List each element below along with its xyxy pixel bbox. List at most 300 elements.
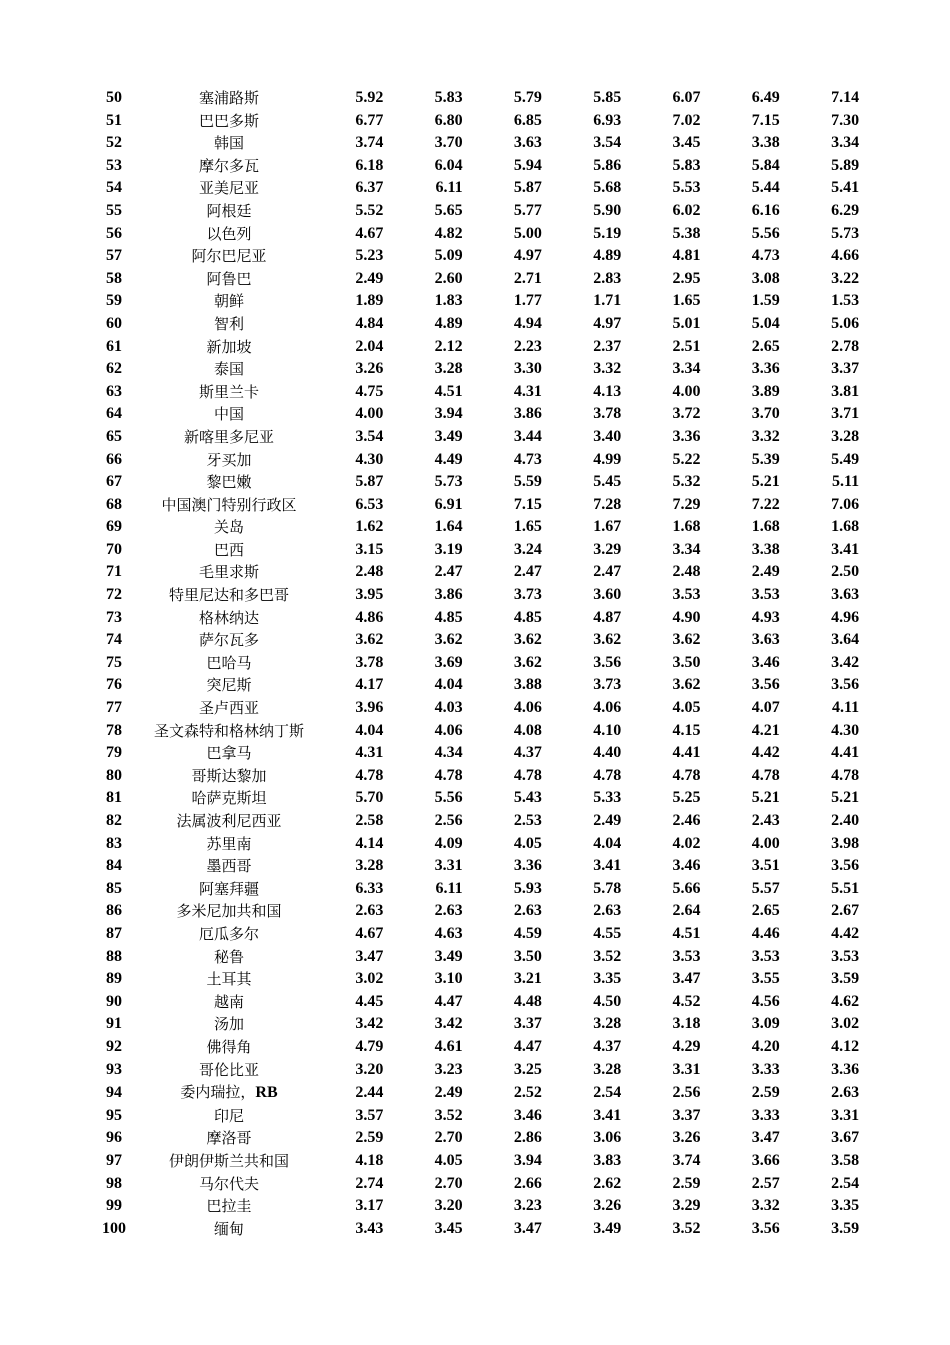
value-cell: 3.56 — [751, 1219, 780, 1237]
value-cell: 4.41 — [672, 744, 701, 762]
value-cell: 5.68 — [593, 179, 622, 197]
value-cell: 1.71 — [593, 292, 622, 310]
rank-cell: 53 — [106, 156, 122, 174]
value-cell: 4.06 — [434, 721, 463, 739]
value-cell: 4.82 — [434, 224, 463, 242]
value-cell: 3.41 — [593, 857, 622, 875]
value-cell: 5.83 — [434, 89, 463, 106]
value-cell: 6.16 — [751, 201, 780, 219]
value-cell: 4.55 — [593, 924, 622, 942]
country-name: 厄瓜多尔 — [199, 924, 260, 943]
country-cell — [154, 516, 304, 539]
table-row — [74, 494, 859, 517]
rank-cell: 100 — [102, 1219, 126, 1237]
rank-cell: 71 — [106, 563, 122, 581]
table-row — [74, 290, 859, 313]
table-row — [74, 313, 859, 336]
value-cell: 3.88 — [513, 676, 542, 694]
value-cell: 3.17 — [355, 1197, 384, 1215]
value-cell: 5.57 — [751, 879, 780, 897]
table-row — [74, 449, 859, 472]
value-cell: 4.04 — [355, 721, 384, 739]
value-cell: 4.81 — [672, 247, 701, 265]
value-cell: 5.83 — [672, 156, 701, 174]
country-name: 韩国 — [214, 134, 245, 153]
value-cell: 3.19 — [434, 540, 463, 558]
value-cell: 3.94 — [513, 1151, 542, 1169]
country-cell — [154, 607, 304, 630]
value-cell: 4.05 — [672, 699, 701, 717]
country-cell — [154, 946, 304, 969]
table-row — [74, 697, 859, 720]
rank-cell: 99 — [106, 1197, 122, 1215]
value-cell: 5.87 — [355, 473, 384, 491]
value-cell: 3.62 — [513, 631, 542, 649]
value-cell: 3.49 — [434, 947, 463, 965]
value-cell: 2.48 — [672, 563, 701, 581]
value-cell: 4.13 — [593, 382, 622, 400]
value-cell: 1.68 — [751, 518, 780, 536]
value-cell: 3.41 — [831, 540, 860, 558]
value-cell: 6.49 — [751, 89, 780, 106]
value-cell: 5.52 — [355, 201, 384, 219]
value-cell: 3.42 — [355, 1015, 384, 1033]
value-cell: 4.89 — [434, 314, 463, 332]
country-cell — [154, 1013, 304, 1036]
country-cell — [154, 1218, 304, 1241]
value-cell: 3.31 — [434, 857, 463, 875]
country-name: 佛得角 — [206, 1037, 252, 1056]
value-cell: 5.53 — [672, 179, 701, 197]
country-name: 哈萨克斯坦 — [191, 789, 267, 808]
rank-cell: 60 — [106, 314, 122, 332]
country-cell — [154, 810, 304, 833]
table-row — [74, 177, 859, 200]
rank-cell: 62 — [106, 360, 122, 378]
value-cell: 1.53 — [831, 292, 860, 310]
value-cell: 4.78 — [751, 766, 780, 784]
rank-cell: 63 — [106, 382, 122, 400]
country-name: 阿根廷 — [206, 201, 252, 220]
value-cell: 4.93 — [751, 608, 780, 626]
value-cell: 3.53 — [751, 947, 780, 965]
country-cell — [154, 449, 304, 472]
country-cell — [154, 358, 304, 381]
value-cell: 3.45 — [434, 1219, 463, 1237]
value-cell: 3.63 — [513, 134, 542, 152]
value-cell: 4.00 — [355, 405, 384, 423]
value-cell: 2.59 — [751, 1083, 780, 1101]
value-cell: 3.36 — [831, 1060, 860, 1078]
value-cell: 2.78 — [831, 337, 860, 355]
table-row — [74, 539, 859, 562]
value-cell: 4.90 — [672, 608, 701, 626]
value-cell: 3.56 — [593, 653, 622, 671]
value-cell: 3.47 — [672, 970, 701, 988]
value-cell: 5.09 — [434, 247, 463, 265]
rank-cell: 97 — [106, 1151, 122, 1169]
value-cell: 3.52 — [434, 1106, 463, 1124]
country-name: 朝鲜 — [214, 292, 245, 311]
rank-cell: 58 — [106, 269, 122, 287]
value-cell: 3.09 — [751, 1015, 780, 1033]
country-name: 巴哈马 — [206, 653, 252, 672]
value-cell: 2.54 — [831, 1174, 860, 1192]
value-cell: 2.23 — [513, 337, 542, 355]
value-cell: 2.53 — [513, 812, 542, 829]
rank-cell: 57 — [106, 247, 122, 265]
value-cell: 2.49 — [751, 563, 780, 581]
rank-cell: 87 — [106, 924, 122, 942]
value-cell: 7.14 — [831, 89, 860, 106]
value-cell: 2.62 — [593, 1174, 622, 1192]
value-cell: 3.32 — [751, 1197, 780, 1215]
country-name: 圣文森特和格林纳丁斯 — [154, 721, 305, 740]
value-cell: 5.78 — [593, 879, 622, 897]
value-cell: 3.46 — [513, 1106, 542, 1124]
value-cell: 5.65 — [434, 201, 463, 219]
value-cell: 7.06 — [831, 495, 860, 513]
value-cell: 4.78 — [434, 766, 463, 784]
value-cell: 4.56 — [751, 992, 780, 1010]
value-cell: 5.33 — [593, 789, 622, 807]
value-cell: 4.86 — [355, 608, 384, 626]
value-cell: 3.74 — [355, 134, 384, 152]
value-cell: 5.70 — [355, 789, 384, 807]
value-cell: 3.33 — [751, 1106, 780, 1124]
value-cell: 3.53 — [672, 947, 701, 965]
rank-cell: 54 — [106, 179, 122, 197]
country-cell — [154, 923, 304, 946]
rank-cell: 64 — [106, 405, 122, 423]
value-cell: 5.19 — [593, 224, 622, 242]
country-name: 塞浦路斯 — [199, 89, 260, 107]
value-cell: 5.77 — [513, 201, 542, 219]
value-cell: 5.25 — [672, 789, 701, 807]
rank-cell: 91 — [106, 1015, 122, 1033]
value-cell: 3.29 — [672, 1197, 701, 1215]
value-cell: 3.22 — [831, 269, 860, 287]
rank-cell: 77 — [106, 699, 122, 717]
table-row — [74, 1195, 859, 1218]
rank-cell: 82 — [106, 812, 122, 829]
value-cell: 6.18 — [355, 156, 384, 174]
value-cell: 3.25 — [513, 1060, 542, 1078]
value-cell: 2.47 — [593, 563, 622, 581]
table-row — [74, 1173, 859, 1196]
value-cell: 2.54 — [593, 1083, 622, 1101]
country-cell — [154, 833, 304, 856]
value-cell: 6.07 — [672, 89, 701, 106]
table-row — [74, 516, 859, 539]
value-cell: 2.47 — [513, 563, 542, 581]
value-cell: 4.30 — [831, 721, 860, 739]
value-cell: 3.43 — [355, 1219, 384, 1237]
value-cell: 5.39 — [751, 450, 780, 468]
value-cell: 3.95 — [355, 586, 384, 604]
country-cell — [154, 155, 304, 178]
value-cell: 3.86 — [434, 586, 463, 604]
value-cell: 2.63 — [593, 902, 622, 920]
value-cell: 5.44 — [751, 179, 780, 197]
value-cell: 2.52 — [513, 1083, 542, 1101]
table-row — [74, 245, 859, 268]
value-cell: 3.94 — [434, 405, 463, 423]
country-name: 泰国 — [214, 360, 245, 379]
value-cell: 3.36 — [672, 427, 701, 445]
value-cell: 5.51 — [831, 879, 860, 897]
value-cell: 3.56 — [831, 857, 860, 875]
value-cell: 3.26 — [672, 1129, 701, 1147]
value-cell: 3.34 — [672, 360, 701, 378]
value-cell: 7.30 — [831, 111, 860, 129]
value-cell: 3.69 — [434, 653, 463, 671]
table-row — [74, 742, 859, 765]
value-cell: 3.57 — [355, 1106, 384, 1124]
value-cell: 4.78 — [355, 766, 384, 784]
rank-cell: 75 — [106, 653, 122, 671]
value-cell: 5.41 — [831, 179, 860, 197]
rank-cell: 74 — [106, 631, 122, 649]
value-cell: 5.38 — [672, 224, 701, 242]
value-cell: 3.47 — [355, 947, 384, 965]
rank-cell: 89 — [106, 970, 122, 988]
rank-cell: 51 — [106, 111, 122, 129]
value-cell: 4.31 — [513, 382, 542, 400]
value-cell: 4.85 — [434, 608, 463, 626]
value-cell: 4.78 — [672, 766, 701, 784]
value-cell: 4.85 — [513, 608, 542, 626]
country-name: 伊朗伊斯兰共和国 — [169, 1151, 290, 1170]
value-cell: 2.40 — [831, 812, 860, 829]
value-cell: 4.37 — [593, 1037, 622, 1055]
table-row — [74, 1150, 859, 1173]
value-cell: 4.99 — [593, 450, 622, 468]
value-cell: 5.04 — [751, 314, 780, 332]
value-cell: 5.90 — [593, 201, 622, 219]
value-cell: 3.42 — [434, 1015, 463, 1033]
value-cell: 4.20 — [751, 1037, 780, 1055]
rank-cell: 83 — [106, 834, 122, 852]
table-row — [74, 471, 859, 494]
value-cell: 3.21 — [513, 970, 542, 988]
country-name: 中国 — [214, 405, 245, 424]
country-cell — [154, 471, 304, 494]
rank-cell: 56 — [106, 224, 122, 242]
value-cell: 3.62 — [513, 653, 542, 671]
value-cell: 5.49 — [831, 450, 860, 468]
value-cell: 4.52 — [672, 992, 701, 1010]
value-cell: 5.89 — [831, 156, 860, 174]
value-cell: 3.31 — [672, 1060, 701, 1078]
value-cell: 4.31 — [355, 744, 384, 762]
country-name: 阿鲁巴 — [206, 269, 252, 288]
country-cell — [154, 742, 304, 765]
value-cell: 4.08 — [513, 721, 542, 739]
value-cell: 4.10 — [593, 721, 622, 739]
value-cell: 1.64 — [434, 518, 463, 536]
value-cell: 6.04 — [434, 156, 463, 174]
value-cell: 3.28 — [434, 360, 463, 378]
value-cell: 4.62 — [831, 992, 860, 1010]
value-cell: 2.56 — [672, 1083, 701, 1101]
value-cell: 3.63 — [751, 631, 780, 649]
value-cell: 3.44 — [513, 427, 542, 445]
value-cell: 6.91 — [434, 495, 463, 513]
country-cell — [154, 584, 304, 607]
value-cell: 6.53 — [355, 495, 384, 513]
value-cell: 7.22 — [751, 495, 780, 513]
table-row — [74, 810, 859, 833]
value-cell: 4.97 — [593, 314, 622, 332]
value-cell: 4.79 — [355, 1037, 384, 1055]
value-cell: 3.53 — [672, 586, 701, 604]
rank-cell: 65 — [106, 427, 122, 445]
value-cell: 3.62 — [434, 631, 463, 649]
value-cell: 3.29 — [593, 540, 622, 558]
value-cell: 4.61 — [434, 1037, 463, 1055]
rank-cell: 69 — [106, 518, 122, 536]
country-suffix: RB — [255, 1084, 278, 1102]
value-cell: 6.85 — [513, 111, 542, 129]
country-cell — [154, 968, 304, 991]
value-cell: 3.40 — [593, 427, 622, 445]
value-cell: 4.03 — [434, 699, 463, 717]
rank-cell: 92 — [106, 1037, 122, 1055]
value-cell: 3.33 — [751, 1060, 780, 1078]
rank-cell: 88 — [106, 947, 122, 965]
value-cell: 1.83 — [434, 292, 463, 310]
value-cell: 4.63 — [434, 924, 463, 942]
value-cell: 3.36 — [751, 360, 780, 378]
value-cell: 1.68 — [672, 518, 701, 536]
country-name: 圣卢西亚 — [199, 699, 260, 718]
country-name: 多米尼加共和国 — [176, 902, 282, 921]
value-cell: 3.32 — [751, 427, 780, 445]
value-cell: 4.09 — [434, 834, 463, 852]
country-name: 马尔代夫 — [199, 1174, 260, 1193]
table-row — [74, 1105, 859, 1128]
rank-cell: 59 — [106, 292, 122, 310]
table-row — [74, 720, 859, 743]
rank-cell: 80 — [106, 766, 122, 784]
value-cell: 3.08 — [751, 269, 780, 287]
value-cell: 1.62 — [355, 518, 384, 536]
country-cell — [154, 381, 304, 404]
value-cell: 3.28 — [593, 1015, 622, 1033]
data-table — [74, 87, 859, 1240]
value-cell: 4.37 — [513, 744, 542, 762]
rank-cell: 55 — [106, 201, 122, 219]
country-name: 印尼 — [214, 1106, 245, 1125]
value-cell: 7.29 — [672, 495, 701, 513]
rank-cell: 86 — [106, 902, 122, 920]
table-body — [74, 87, 859, 1240]
value-cell: 2.63 — [434, 902, 463, 920]
value-cell: 6.33 — [355, 879, 384, 897]
country-name: 摩尔多瓦 — [199, 156, 260, 175]
country-cell — [154, 223, 304, 246]
country-cell — [154, 110, 304, 133]
table-row — [74, 584, 859, 607]
value-cell: 3.47 — [513, 1219, 542, 1237]
country-cell — [154, 200, 304, 223]
value-cell: 3.31 — [831, 1106, 860, 1124]
country-cell — [154, 539, 304, 562]
value-cell: 2.59 — [355, 1129, 384, 1147]
value-cell: 5.32 — [672, 473, 701, 491]
country-name: 巴巴多斯 — [199, 111, 260, 130]
country-name: 缅甸 — [214, 1219, 245, 1238]
rank-cell: 68 — [106, 495, 122, 513]
country-name: 哥伦比亚 — [199, 1060, 260, 1079]
value-cell: 4.87 — [593, 608, 622, 626]
country-name: 萨尔瓦多 — [199, 631, 260, 650]
value-cell: 4.49 — [434, 450, 463, 468]
table-row — [74, 765, 859, 788]
value-cell: 5.45 — [593, 473, 622, 491]
country-name: 阿塞拜疆 — [199, 879, 260, 898]
country-cell — [154, 765, 304, 788]
country-name: 阿尔巴尼亚 — [191, 247, 267, 266]
value-cell: 4.59 — [513, 924, 542, 942]
value-cell: 1.68 — [831, 518, 860, 536]
table-row — [74, 1036, 859, 1059]
value-cell: 3.49 — [593, 1219, 622, 1237]
value-cell: 3.52 — [672, 1219, 701, 1237]
value-cell: 3.46 — [672, 857, 701, 875]
value-cell: 2.50 — [831, 563, 860, 581]
country-name: 牙买加 — [206, 450, 252, 469]
value-cell: 3.54 — [355, 427, 384, 445]
value-cell: 2.44 — [355, 1083, 384, 1101]
value-cell: 4.06 — [593, 699, 622, 717]
value-cell: 3.96 — [355, 699, 384, 717]
value-cell: 3.53 — [751, 586, 780, 604]
country-name: 苏里南 — [206, 834, 252, 853]
value-cell: 3.73 — [513, 586, 542, 604]
table-row — [74, 1013, 859, 1036]
country-name: 中国澳门特别行政区 — [161, 495, 297, 514]
country-cell — [154, 1059, 304, 1082]
table-row — [74, 1127, 859, 1150]
value-cell: 5.87 — [513, 179, 542, 197]
value-cell: 2.37 — [593, 337, 622, 355]
table-row — [74, 923, 859, 946]
country-cell — [154, 652, 304, 675]
value-cell: 3.28 — [831, 427, 860, 445]
value-cell: 2.71 — [513, 269, 542, 287]
country-name: 委内瑞拉， — [180, 1083, 256, 1102]
value-cell: 4.51 — [672, 924, 701, 942]
country-name: 智利 — [214, 314, 245, 333]
rank-cell: 84 — [106, 857, 122, 875]
table-row — [74, 946, 859, 969]
value-cell: 5.85 — [593, 89, 622, 106]
rank-cell: 61 — [106, 337, 122, 355]
table-row — [74, 1081, 859, 1105]
value-cell: 3.62 — [672, 676, 701, 694]
value-cell: 3.66 — [751, 1151, 780, 1169]
country-cell — [154, 787, 304, 810]
value-cell: 3.47 — [751, 1129, 780, 1147]
value-cell: 3.59 — [831, 1219, 860, 1237]
value-cell: 6.77 — [355, 111, 384, 129]
country-name: 越南 — [214, 992, 245, 1011]
table-row — [74, 561, 859, 584]
value-cell: 1.65 — [672, 292, 701, 310]
table-row — [74, 833, 859, 856]
